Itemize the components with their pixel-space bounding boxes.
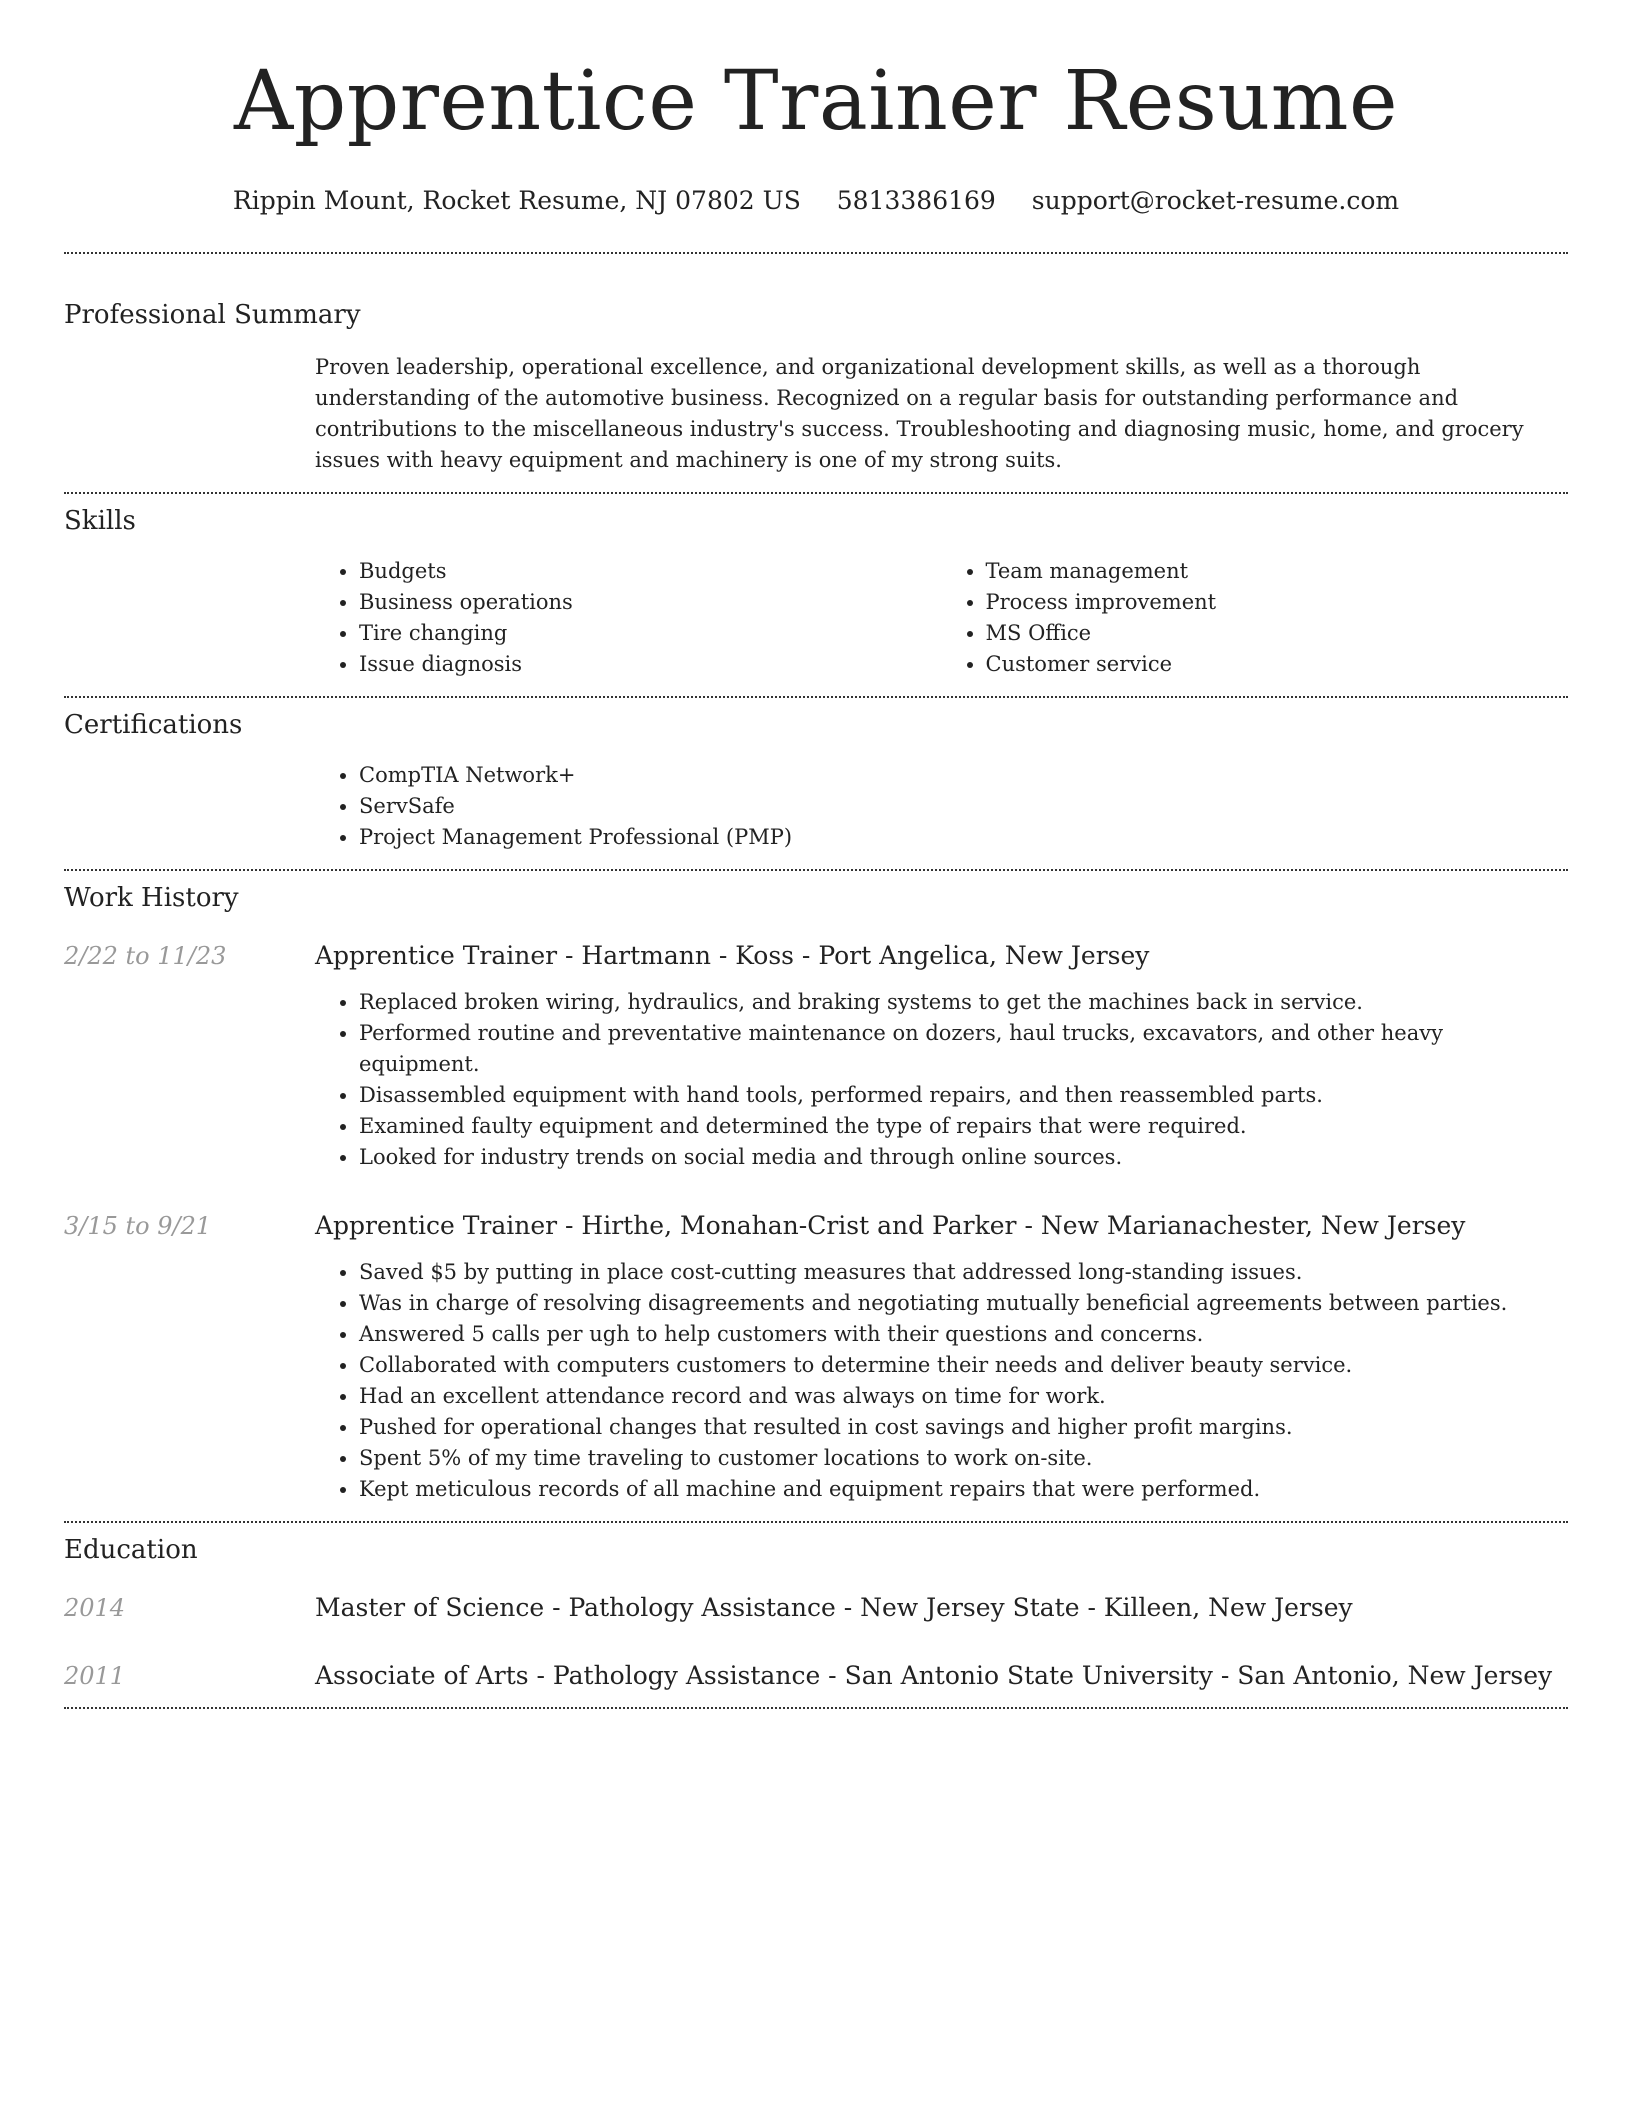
divider [64,492,1568,494]
education-degree: Master of Science - Pathology Assistance - New Jersey State - Killeen, New Jersey [315,1593,1353,1622]
job-dates: 3/15 to 9/21 [64,1212,212,1240]
job-bullet: • Answered 5 calls per ugh to help customers with their questions and concerns. [359,1319,1568,1350]
skills-heading: Skills [64,506,136,536]
job-bullet: • Was in charge of resolving disagreements and negotiating mutually beneficial agreements between parties. [359,1288,1568,1319]
summary-section [64,298,1568,476]
education-heading: Education [64,1535,198,1565]
skill-item: • MS Office [986,618,1569,649]
skill-item: • Business operations [359,587,942,618]
job-entry [64,1209,1568,1505]
skill-item: • Budgets [359,556,942,587]
summary-text: Proven leadership, operational excellence, and organizational development skills, as well as a thorough understanding of the automotive business. Recognized on a regular basis for outstanding performance and contributions to the miscellaneous industry's success. Troubleshooting and diagnosing music, home, and grocery issues with heavy equipment and machinery is one of my strong suits. [315,355,1524,472]
education-entry [64,1659,1568,1693]
skills-column-2 [942,556,1569,680]
contact-line [64,184,1568,218]
job-bullet: • Had an excellent attendance record and was always on time for work. [359,1381,1568,1412]
work-history-heading: Work History [64,883,239,913]
education-section [64,1533,1568,1693]
summary-heading: Professional Summary [64,300,361,330]
skill-item: • Issue diagnosis [359,649,942,680]
job-dates: 2/22 to 11/23 [64,942,227,970]
job-bullet: • Saved $5 by putting in place cost-cutting measures that addressed long-standing issues. [359,1257,1568,1288]
job-bullet: • Examined faulty equipment and determined the type of repairs that were required. [359,1111,1568,1142]
page-title: Apprentice Trainer Resume [234,54,1398,149]
certifications-heading: Certifications [64,710,243,740]
education-year: 2011 [64,1662,126,1690]
skills-column-1 [315,556,942,680]
skill-item: • Tire changing [359,618,942,649]
education-degree: Associate of Arts - Pathology Assistance - San Antonio State University - San Antonio, New Jersey [315,1661,1553,1690]
job-bullet: • Performed routine and preventative maintenance on dozers, haul trucks, excavators, and other heavy equipment. [359,1018,1568,1080]
work-history-section [64,881,1568,1505]
skills-section [64,504,1568,680]
divider [64,252,1568,254]
job-bullets [315,987,1568,1173]
job-bullet: • Disassembled equipment with hand tools, performed repairs, and then reassembled parts. [359,1080,1568,1111]
divider [64,869,1568,871]
education-entry [64,1591,1568,1625]
skills-list [315,556,1568,680]
certifications-list [315,760,1568,853]
skill-item: • Customer service [986,649,1569,680]
skill-item: • Team management [986,556,1569,587]
contact-address: Rippin Mount, Rocket Resume, NJ 07802 US [232,186,801,215]
divider [64,1521,1568,1523]
job-bullet: • Kept meticulous records of all machine and equipment repairs that were performed. [359,1474,1568,1505]
skill-item: • Process improvement [986,587,1569,618]
certification-item: • Project Management Professional (PMP) [359,822,1568,853]
job-bullet: • Replaced broken wiring, hydraulics, and braking systems to get the machines back in service. [359,987,1568,1018]
job-title: Apprentice Trainer - Hirthe, Monahan-Crist and Parker - New Marianachester, New Jersey [315,1211,1466,1240]
certifications-section [64,708,1568,853]
job-entry [64,939,1568,1173]
divider [64,1707,1568,1709]
job-bullet: • Collaborated with computers customers to determine their needs and deliver beauty service. [359,1350,1568,1381]
contact-email: support@rocket-resume.com [1031,186,1400,215]
job-title: Apprentice Trainer - Hartmann - Koss - Port Angelica, New Jersey [315,941,1150,970]
job-bullet: • Looked for industry trends on social media and through online sources. [359,1142,1568,1173]
divider [64,696,1568,698]
job-bullet: • Pushed for operational changes that resulted in cost savings and higher profit margins. [359,1412,1568,1443]
education-year: 2014 [64,1594,126,1622]
contact-phone: 5813386169 [836,186,996,215]
certification-item: • ServSafe [359,791,1568,822]
certification-item: • CompTIA Network+ [359,760,1568,791]
job-bullet: • Spent 5% of my time traveling to customer locations to work on-site. [359,1443,1568,1474]
job-bullets [315,1257,1568,1505]
